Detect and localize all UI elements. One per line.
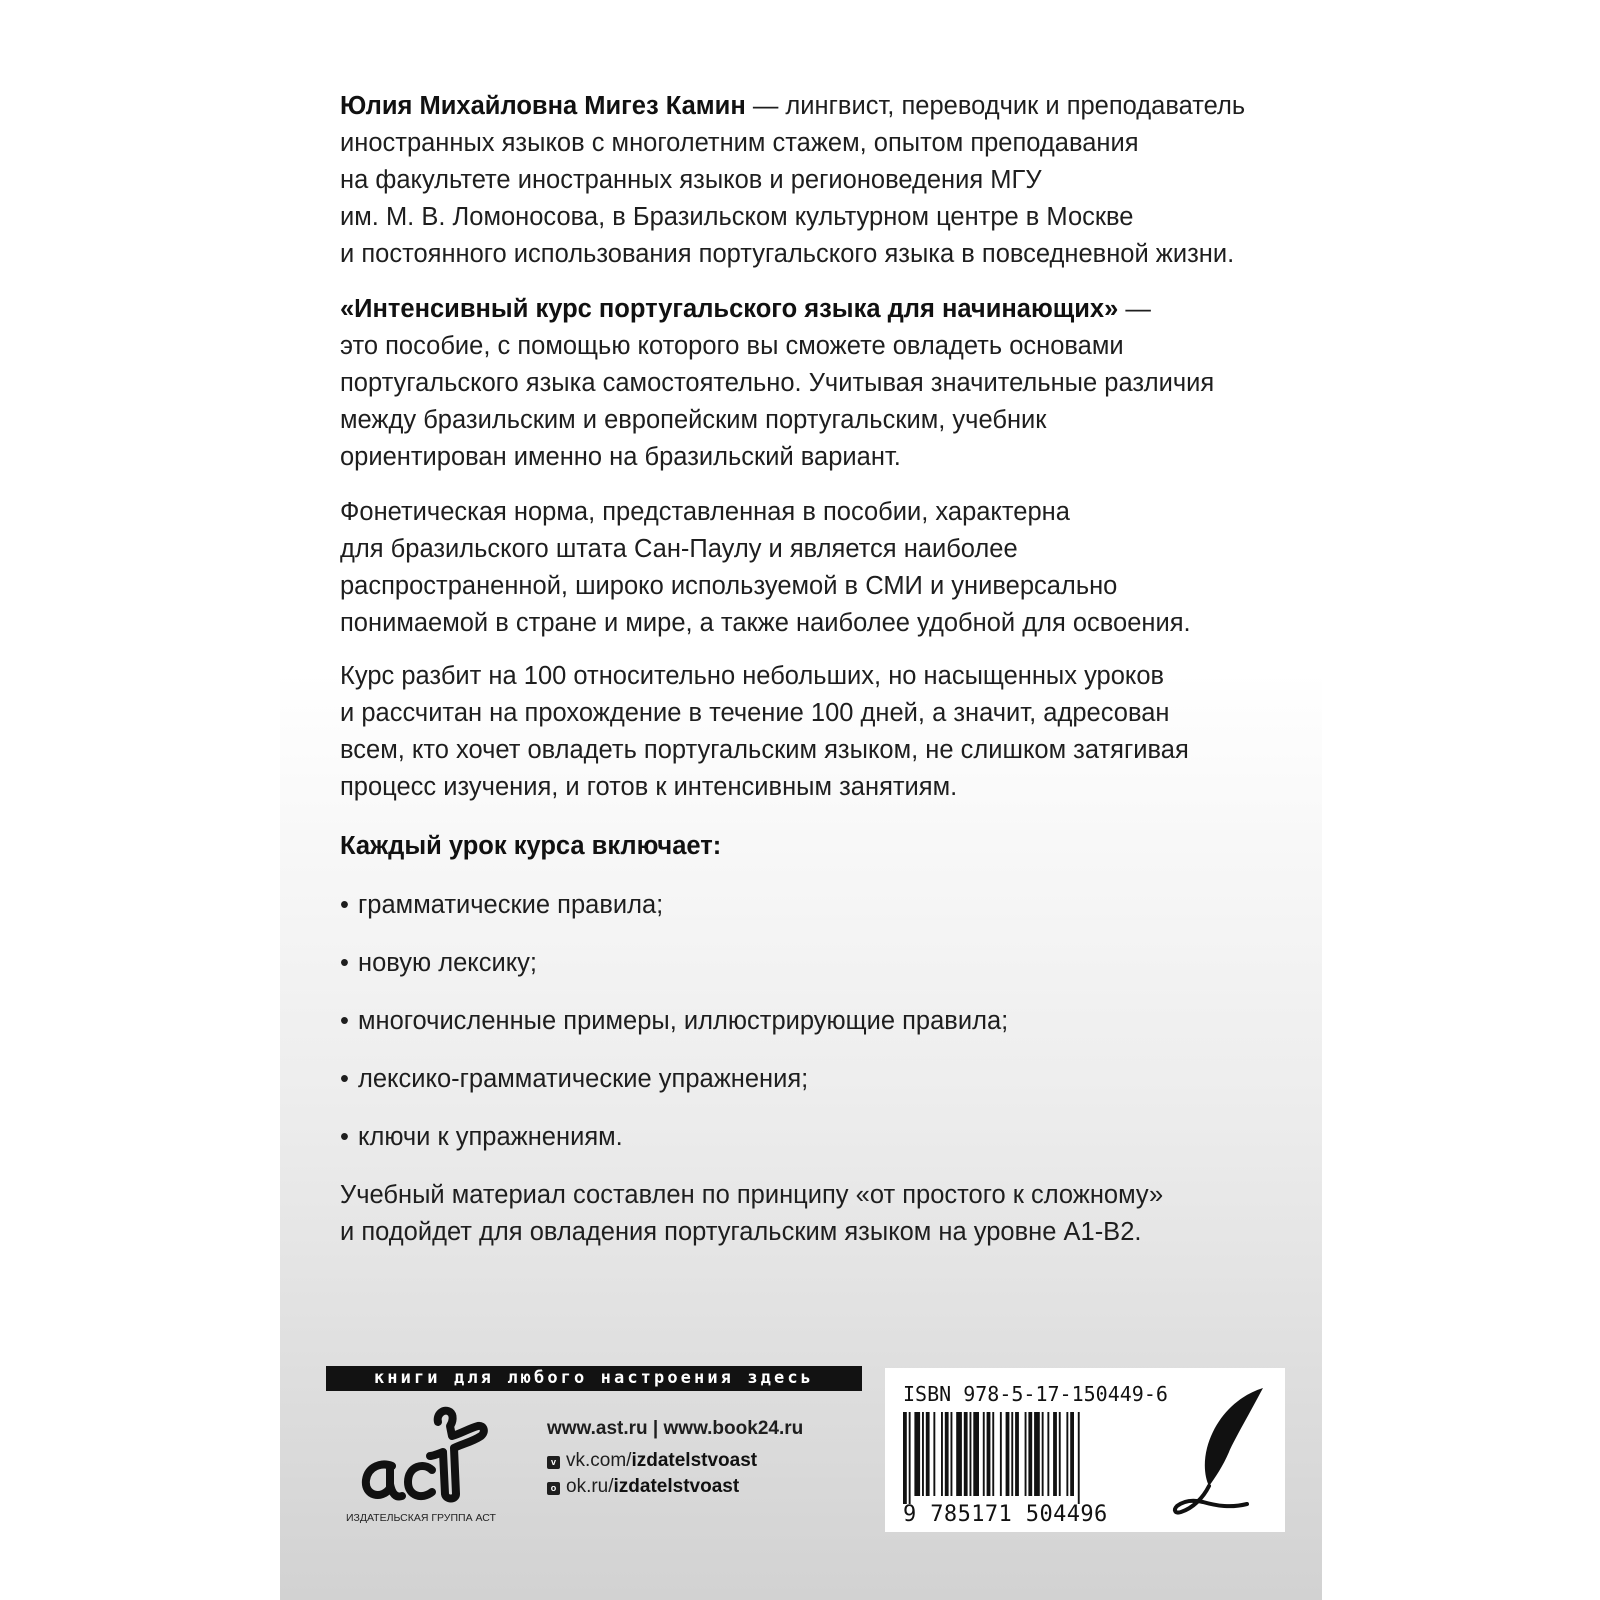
- course-line-4: процесс изучения, и готов к интенсивным занятиям.: [340, 773, 958, 801]
- lesson-contents-list: [340, 887, 1280, 1156]
- course-line-1: Курс разбит на 100 относительно небольших, но насыщенных уроков: [340, 662, 1165, 690]
- course-line-2: и рассчитан на прохождение в течение 100 дней, а значит, адресован: [340, 699, 1170, 727]
- barcode-bar: [933, 1412, 935, 1496]
- barcode-bar: [903, 1412, 907, 1504]
- barcode-bar: [1011, 1412, 1013, 1496]
- barcode-bar: [1078, 1412, 1080, 1504]
- about-book-line-3: между бразильским и европейским португальским, учебник: [340, 406, 1047, 434]
- barcode-bar: [951, 1412, 953, 1496]
- barcode-bar: [922, 1412, 924, 1496]
- about-book: [340, 291, 1280, 476]
- lesson-heading: Каждый урок курса включает:: [340, 832, 722, 860]
- barcode-bar: [956, 1412, 962, 1496]
- phonetics-line-1: Фонетическая норма, представленная в пособии, характерна: [340, 498, 1070, 526]
- author-bio-line-1: Юлия Михайловна Мигез Камин — лингвист, переводчик и преподаватель: [340, 92, 1246, 120]
- barcode-bar: [1042, 1412, 1044, 1496]
- bullet-icon: •: [340, 1123, 349, 1151]
- book-title: «Интенсивный курс португальского языка для начинающих»: [340, 295, 1119, 323]
- website-links[interactable]: www.ast.ru | www.book24.ru: [547, 1418, 804, 1439]
- barcode-bar: [1047, 1412, 1049, 1496]
- barcode-bar: [992, 1412, 994, 1496]
- barcode-digits: 9 785171 504496: [903, 1502, 1108, 1527]
- barcode-bar: [945, 1412, 949, 1496]
- closing-paragraph: [340, 1177, 1280, 1251]
- about-book-line-2: португальского языка самостоятельно. Учитывая значительные различия: [340, 369, 1215, 397]
- closing-line-1: Учебный материал составлен по принципу «от простого к сложному»: [340, 1181, 1164, 1209]
- barcode-bar: [964, 1412, 968, 1496]
- barcode-bar: [1070, 1412, 1074, 1496]
- ok-link[interactable]: o ok.ru/izdatelstvoast: [547, 1476, 803, 1498]
- phonetics-paragraph: [340, 494, 1280, 642]
- publisher-name: ИЗДАТЕЛЬСКАЯ ГРУППА АСТ: [346, 1512, 496, 1524]
- course-paragraph: [340, 658, 1280, 806]
- back-cover-text: [340, 88, 1280, 1267]
- barcode-bar: [983, 1412, 985, 1496]
- author-bio-line-3: на факультете иностранных языков и регионоведения МГУ: [340, 166, 1042, 194]
- barcode-bar: [1015, 1412, 1019, 1496]
- bullet-icon: •: [340, 1007, 349, 1035]
- publisher-links: [547, 1418, 803, 1502]
- barcode-bar: [1028, 1412, 1032, 1496]
- barcode-bar: [909, 1412, 911, 1504]
- course-line-3: всем, кто хочет овладеть португальским языком, не слишком затягивая: [340, 736, 1189, 764]
- author-bio-line-5: и постоянного использования португальского языка в повседневной жизни.: [340, 240, 1235, 268]
- bullet-icon: •: [340, 949, 349, 977]
- list-item: • многочисленные примеры, иллюстрирующие правила;: [340, 1003, 1280, 1040]
- barcode-bar: [1025, 1412, 1027, 1496]
- odnoklassniki-icon: o: [547, 1482, 560, 1495]
- slogan-bar: книги для любого настроения здесь: [326, 1366, 862, 1391]
- about-book-line-1: это пособие, с помощью которого вы сможете овладеть основами: [340, 332, 1124, 360]
- author-bio: [340, 88, 1280, 273]
- barcode-bar: [987, 1412, 991, 1496]
- author-bio-line-2: иностранных языков с многолетним стажем, опытом преподавания: [340, 129, 1139, 157]
- barcode: [903, 1412, 1151, 1504]
- book-title-line: «Интенсивный курс португальского языка для начинающих» —: [340, 295, 1151, 323]
- barcode-bar: [1034, 1412, 1040, 1496]
- phonetics-line-4: понимаемой в стране и мире, а также наиболее удобной для освоения.: [340, 609, 1191, 637]
- bullet-icon: •: [340, 1065, 349, 1093]
- vk-link[interactable]: v vk.com/izdatelstvoast: [547, 1450, 803, 1472]
- barcode-bar: [1059, 1412, 1061, 1496]
- barcode-bar: [1066, 1412, 1068, 1496]
- about-book-line-4: ориентирован именно на бразильский вариант.: [340, 443, 901, 471]
- barcode-bar: [926, 1412, 930, 1496]
- barcode-bar: [1000, 1412, 1002, 1496]
- ast-logo-icon: [346, 1404, 526, 1514]
- barcode-bar: [1053, 1412, 1057, 1496]
- author-name: Юлия Михайловна Мигез Камин: [340, 92, 746, 120]
- isbn-label: ISBN 978-5-17-150449-6: [903, 1382, 1168, 1406]
- barcode-bar: [914, 1412, 920, 1496]
- barcode-bar: [941, 1412, 943, 1496]
- phonetics-line-2: для бразильского штата Сан-Паулу и является наиболее: [340, 535, 1018, 563]
- feather-logo-icon: [1167, 1382, 1277, 1522]
- list-item: • грамматические правила;: [340, 887, 1280, 924]
- isbn-block: [885, 1368, 1285, 1532]
- barcode-bar: [970, 1412, 972, 1496]
- barcode-bar: [1006, 1412, 1010, 1496]
- vk-icon: v: [547, 1456, 560, 1469]
- closing-line-2: и подойдет для овладения португальским языком на уровне А1-В2.: [340, 1218, 1142, 1246]
- barcode-bar: [973, 1412, 979, 1496]
- list-item: • новую лексику;: [340, 945, 1280, 982]
- list-item: • лексико-грамматические упражнения;: [340, 1061, 1280, 1098]
- bullet-icon: •: [340, 891, 349, 919]
- list-item: • ключи к упражнениям.: [340, 1119, 1280, 1156]
- phonetics-line-3: распространенной, широко используемой в СМИ и универсально: [340, 572, 1118, 600]
- author-bio-line-4: им. М. В. Ломоносова, в Бразильском культурном центре в Москве: [340, 203, 1134, 231]
